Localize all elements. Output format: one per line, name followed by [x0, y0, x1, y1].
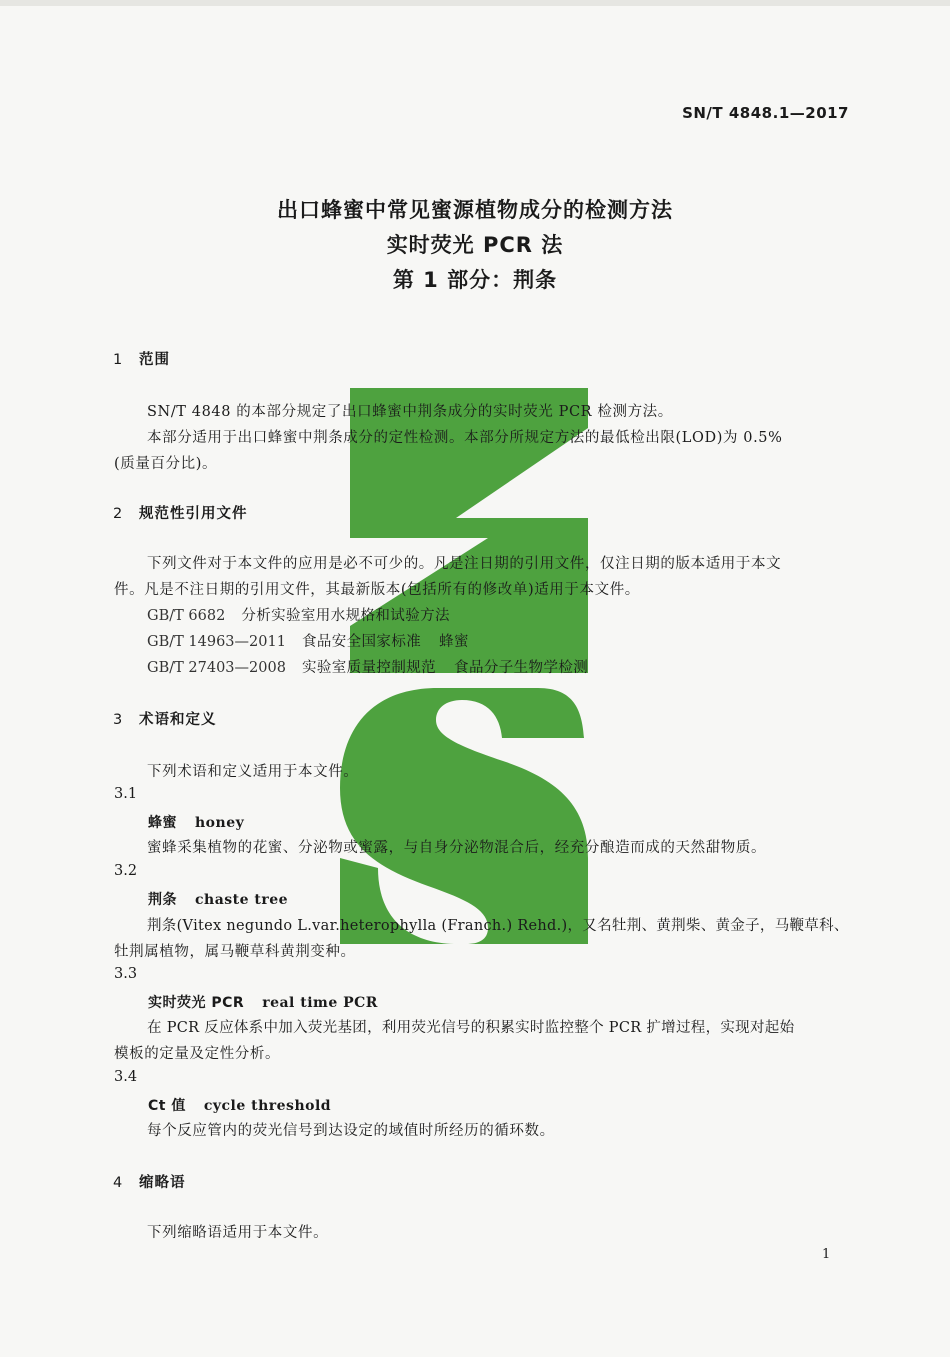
section-4-heading [113, 1171, 186, 1192]
reference-subtitle: 食品分子生物学检测 [454, 660, 589, 676]
section-number: 3 [113, 712, 124, 728]
normative-reference [147, 630, 469, 651]
document-title-line3: 第 1 部分：荆条 [392, 268, 558, 292]
document-title-line2: 实时荧光 PCR 法 [386, 233, 564, 257]
paragraph: 本部分适用于出口蜂蜜中荆条成分的定性检测。本部分所规定方法的最低检出限(LOD)为 0.5% [147, 430, 783, 446]
term-zh: Ct 值 [148, 1098, 186, 1114]
term-number: 3.2 [114, 863, 138, 879]
section-1-heading [113, 348, 170, 369]
paragraph: 下列缩略语适用于本文件。 [147, 1225, 329, 1241]
paragraph: 下列文件对于本文件的应用是必不可少的。凡是注日期的引用文件，仅注日期的版本适用于本文 [147, 556, 782, 572]
scan-edge [0, 0, 950, 6]
section-number: 2 [113, 506, 124, 522]
term-zh: 荆条 [148, 892, 177, 908]
term-definition-continuation: 模板的定量及定性分析。 [114, 1046, 281, 1062]
term-definition: 荆条(Vitex negundo L.var.heterophylla (Franch.) Rehd.)，又名牡荆、黄荆柴、黄金子，马鞭草科、 [147, 918, 849, 934]
term-number: 3.3 [114, 966, 138, 982]
section-title: 术语和定义 [139, 712, 217, 728]
term-en: honey [195, 815, 245, 831]
term-number: 3.4 [114, 1069, 138, 1085]
term-definition-continuation: 牡荆属植物，属马鞭草科黄荆变种。 [114, 944, 356, 960]
reference-subtitle: 蜂蜜 [439, 634, 469, 650]
term-zh: 蜂蜜 [148, 815, 177, 831]
normative-reference [147, 604, 450, 625]
section-title: 缩略语 [139, 1175, 186, 1191]
reference-title: 分析实验室用水规格和试验方法 [241, 608, 450, 624]
paragraph-continuation: (质量百分比)。 [114, 456, 218, 472]
term-en: real time PCR [262, 995, 378, 1011]
term-number: 3.1 [114, 786, 138, 802]
section-number: 4 [113, 1175, 124, 1191]
section-title: 范围 [139, 352, 170, 368]
term-zh: 实时荧光 PCR [148, 995, 245, 1011]
term-heading [148, 889, 288, 909]
reference-title: 实验室质量控制规范 [301, 660, 437, 676]
section-title: 规范性引用文件 [139, 506, 248, 522]
section-number: 1 [113, 352, 124, 368]
term-definition: 在 PCR 反应体系中加入荧光基团，利用荧光信号的积累实时监控整个 PCR 扩增过程，实现对起始 [147, 1020, 795, 1036]
section-3-heading [113, 708, 217, 729]
paragraph: 下列术语和定义适用于本文件。 [147, 764, 359, 780]
term-heading [148, 812, 244, 832]
paragraph-continuation: 件。凡是不注日期的引用文件，其最新版本(包括所有的修改单)适用于本文件。 [114, 582, 640, 598]
reference-code: GB/T 6682 [147, 608, 226, 624]
document-title-line1: 出口蜂蜜中常见蜜源植物成分的检测方法 [277, 198, 673, 222]
section-2-heading [113, 502, 248, 523]
reference-code: GB/T 14963—2011 [147, 634, 286, 650]
page-number: 1 [822, 1247, 831, 1262]
standard-code: SN/T 4848.1—2017 [682, 104, 849, 122]
term-en: cycle threshold [203, 1098, 332, 1114]
term-definition: 每个反应管内的荧光信号到达设定的域值时所经历的循环数。 [147, 1123, 555, 1139]
term-en: chaste tree [195, 892, 289, 908]
normative-reference [147, 656, 588, 677]
term-heading [148, 992, 378, 1012]
paragraph: SN/T 4848 的本部分规定了出口蜂蜜中荆条成分的实时荧光 PCR 检测方法。 [147, 404, 673, 420]
term-definition: 蜜蜂采集植物的花蜜、分泌物或蜜露，与自身分泌物混合后，经充分酿造而成的天然甜物质。 [147, 840, 767, 856]
reference-code: GB/T 27403—2008 [147, 660, 286, 676]
reference-title: 食品安全国家标准 [301, 634, 422, 650]
term-heading [148, 1095, 331, 1115]
